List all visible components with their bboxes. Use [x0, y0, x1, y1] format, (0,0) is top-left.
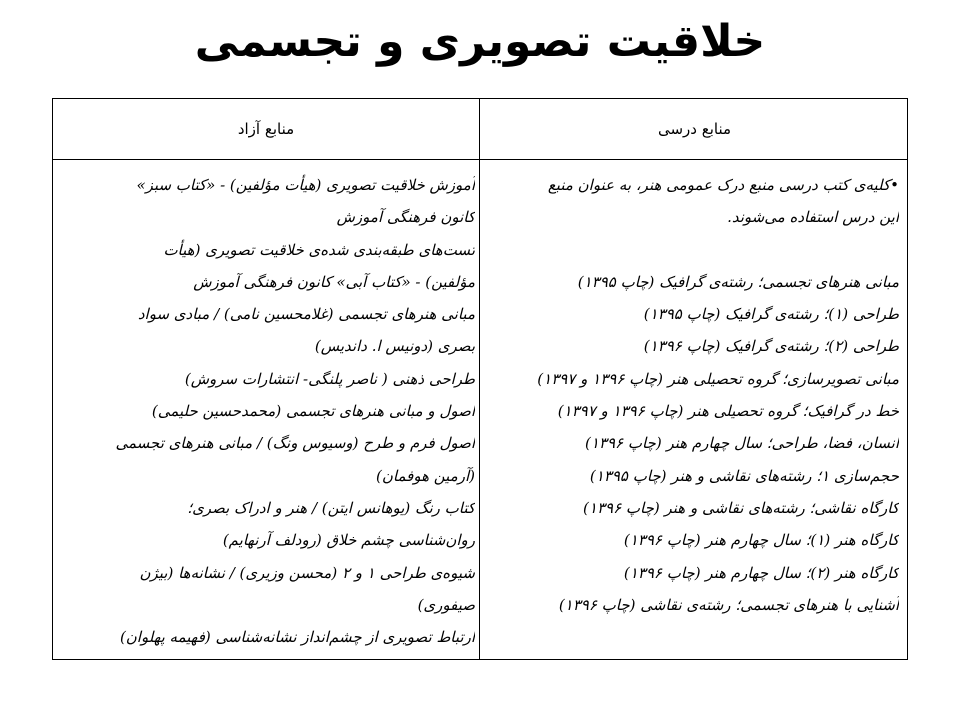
- free-resource-line: اصول و مبانی هنرهای تجسمی (محمدحسین حلیمی): [151, 402, 475, 421]
- free-resource-line: صیفوری): [417, 595, 475, 614]
- course-resource-line: طراحی (۱)؛ رشته‌ی گرافیک (چاپ ۱۳۹۵): [643, 305, 899, 324]
- free-resource-line: بصری (دونیس ا. داندیس): [314, 337, 475, 356]
- free-resource-line: آموزش خلاقیت تصویری (هیأت مؤلفین) - «کتاب سبز»: [136, 176, 475, 194]
- free-resources-column: [61, 169, 481, 653]
- course-intro-text: کلیه‌ی کتب درسی منبع درک عمومی هنر، به عنوان منبع: [547, 176, 891, 194]
- free-resource-line: مؤلفین) - «کتاب آبی» کانون فرهنگی آموزش: [193, 272, 475, 291]
- free-resource-line: شیوه‌ی طراحی ۱ و ۲ (محسن وزیری) / نشانه‌ها (بیژن: [139, 563, 475, 582]
- free-resource-line: کانون فرهنگی آموزش: [336, 208, 475, 227]
- spacer: [485, 234, 899, 266]
- course-resource-line: حجم‌سازی ۱؛ رشته‌های نقاشی و هنر (چاپ ۱۳۹۵): [589, 466, 899, 485]
- course-resource-line: مبانی هنرهای تجسمی؛ رشته‌ی گرافیک (چاپ ۱۳۹۵): [577, 272, 899, 291]
- course-resource-line: کارگاه هنر (۱)؛ سال چهارم هنر (چاپ ۱۳۹۶): [623, 531, 899, 550]
- course-intro-line: این درس استفاده می‌شوند.: [727, 208, 899, 227]
- free-resource-line: تست‌های طبقه‌بندی شده‌ی خلاقیت تصویری (هیأت: [163, 240, 475, 259]
- free-resource-line: کتاب رنگ (یوهانس ایتن) / هنر و ادراک بصری؛: [187, 498, 475, 517]
- free-resource-line: (آرمین هوفمان): [376, 466, 475, 485]
- course-resource-line: مبانی تصویرسازی؛ گروه تحصیلی هنر (چاپ ۱۳۹۶ و ۱۳۹۷): [537, 369, 899, 388]
- free-resource-line: طراحی ذهنی ( ناصر پلنگی- انتشارات سروش): [184, 369, 475, 388]
- course-resource-line: خط در گرافیک؛ گروه تحصیلی هنر (چاپ ۱۳۹۶ و ۱۳۹۷): [557, 402, 899, 421]
- resources-table: [52, 98, 908, 660]
- bullet-icon: •: [890, 176, 899, 194]
- course-resource-line: انسان، فضا، طراحی؛ سال چهارم هنر (چاپ ۱۳۹۶): [585, 434, 899, 453]
- course-intro-line: [485, 169, 899, 201]
- header-course-resources: منابع درسی: [657, 120, 732, 138]
- course-resource-line: کارگاه نقاشی؛ رشته‌های نقاشی و هنر (چاپ ۱۳۹۶): [583, 498, 899, 517]
- course-resource-line: طراحی (۲)؛ رشته‌ی گرافیک (چاپ ۱۳۹۶): [643, 337, 899, 356]
- header-divider: [53, 159, 907, 160]
- course-resources-column: [485, 169, 903, 621]
- free-resource-line: ارتباط تصویری از چشم‌انداز نشانه‌شناسی (فهیمه پهلوان): [119, 628, 475, 647]
- slide-title: خلاقیت تصویری و تجسمی: [194, 16, 766, 67]
- header-free-resources: منابع آزاد: [237, 120, 295, 138]
- free-resource-line: اصول فرم و طرح (وسیوس ونگ) / مبانی هنرهای تجسمی: [115, 434, 475, 453]
- course-resource-line: کارگاه هنر (۲)؛ سال چهارم هنر (چاپ ۱۳۹۶): [623, 563, 899, 582]
- course-resource-line: آشنایی با هنرهای تجسمی؛ رشته‌ی نقاشی (چاپ ۱۳۹۶): [558, 595, 899, 614]
- free-resource-line: مبانی هنرهای تجسمی (غلامحسین نامی) / مبادی سواد: [137, 305, 475, 324]
- free-resource-line: روان‌شناسی چشم خلاق (رودلف آرنهایم): [222, 531, 475, 550]
